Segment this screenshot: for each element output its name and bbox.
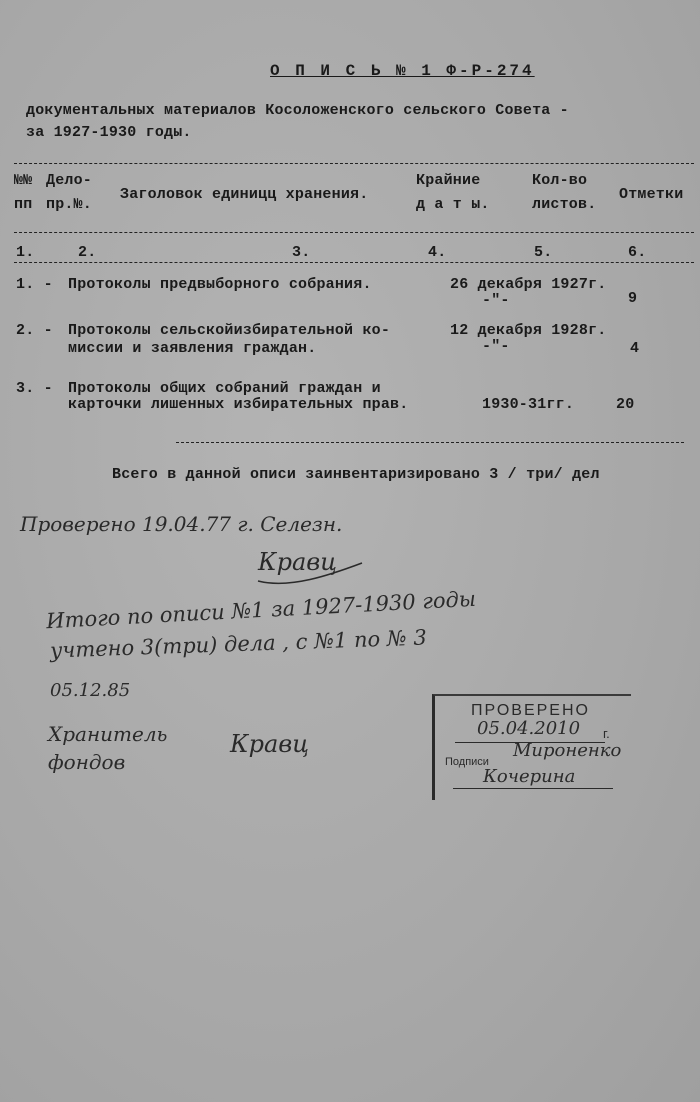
row2-number: 2. - bbox=[16, 322, 53, 339]
row1-date: 26 декабря 1927г. bbox=[450, 276, 607, 293]
row2-date-ditto: -"- bbox=[482, 338, 510, 355]
verification-stamp bbox=[432, 694, 631, 800]
document-subtitle-line2: за 1927-1930 годы. bbox=[26, 124, 192, 141]
stamp-date-suffix: г. bbox=[603, 726, 610, 741]
header-sheets-line2: листов. bbox=[532, 196, 597, 213]
header-case-line2: пр.№. bbox=[46, 196, 93, 213]
column-number-4: 4. bbox=[428, 244, 447, 261]
total-line: Всего в данной описи заинвентаризировано 3 / три/ дел bbox=[112, 466, 600, 483]
row1-number: 1. - bbox=[16, 276, 53, 293]
row3-dates: 1930-31гг. bbox=[482, 396, 575, 413]
handwritten-signature-2: Кравц bbox=[230, 730, 309, 758]
column-number-3: 3. bbox=[292, 244, 311, 261]
stamp-signature-line bbox=[453, 788, 613, 789]
row1-title: Протоколы предвыборного собрания. bbox=[68, 276, 372, 293]
document-title: О П И С Ь № 1 Ф-Р-274 bbox=[270, 62, 535, 80]
header-sheets-line1: Кол-во bbox=[532, 172, 588, 189]
header-dates-line2: д а т ы. bbox=[416, 196, 490, 213]
handwritten-summary-line1: Итого по описи №1 за 1927-1930 годы bbox=[45, 586, 477, 634]
column-numbers-rule bbox=[14, 262, 694, 263]
row3-sheets: 20 bbox=[616, 396, 635, 413]
header-title: Заголовок единицц хранения. bbox=[120, 186, 369, 203]
header-bottom-rule bbox=[14, 232, 694, 233]
row1-sheets: 9 bbox=[628, 290, 638, 307]
stamp-signature-1: Мироненко bbox=[513, 740, 622, 761]
column-number-1: 1. bbox=[16, 244, 35, 261]
handwritten-date: 05.12.85 bbox=[50, 680, 131, 701]
stamp-date: 05.04.2010 bbox=[477, 718, 581, 739]
header-num-line2: пп bbox=[14, 196, 33, 213]
handwritten-signature-1: Кравц bbox=[258, 548, 337, 576]
handwritten-keeper-line2: фондов bbox=[48, 750, 126, 774]
column-number-2: 2. bbox=[78, 244, 97, 261]
row1-date-ditto: -"- bbox=[482, 292, 510, 309]
stamp-sign-label: Подписи bbox=[445, 756, 489, 768]
header-num-line1: №№ bbox=[14, 172, 33, 189]
document-subtitle-line1: документальных материалов Косоложенского сельского Совета - bbox=[26, 102, 569, 119]
row2-title-line2: миссии и заявления граждан. bbox=[68, 340, 317, 357]
header-notes: Отметки bbox=[619, 186, 684, 203]
stamp-signature-2: Кочерина bbox=[483, 766, 576, 787]
table-bottom-rule bbox=[176, 442, 684, 443]
row2-date: 12 декабря 1928г. bbox=[450, 322, 607, 339]
handwritten-summary-line2: учтено 3(три) дела , с №1 по № 3 bbox=[49, 625, 428, 663]
column-number-6: 6. bbox=[628, 244, 647, 261]
stamp-title: ПРОВЕРЕНО bbox=[471, 702, 590, 719]
row3-title-line2: карточки лишенных избирательных прав. bbox=[68, 396, 409, 413]
signature-flourish-1-icon bbox=[250, 555, 370, 595]
header-dates-line1: Крайние bbox=[416, 172, 481, 189]
header-case-line1: Дело- bbox=[46, 172, 93, 189]
row3-title-line1: Протоколы общих собраний граждан и bbox=[68, 380, 381, 397]
table-top-rule bbox=[14, 163, 694, 164]
row3-number: 3. - bbox=[16, 380, 53, 397]
column-number-5: 5. bbox=[534, 244, 553, 261]
handwritten-keeper-line1: Хранитель bbox=[48, 722, 168, 746]
row2-sheets: 4 bbox=[630, 340, 640, 357]
handwritten-checked-note: Проверено 19.04.77 г. Селезн. bbox=[20, 512, 343, 536]
row2-title-line1: Протоколы сельскойизбирательной ко- bbox=[68, 322, 391, 339]
